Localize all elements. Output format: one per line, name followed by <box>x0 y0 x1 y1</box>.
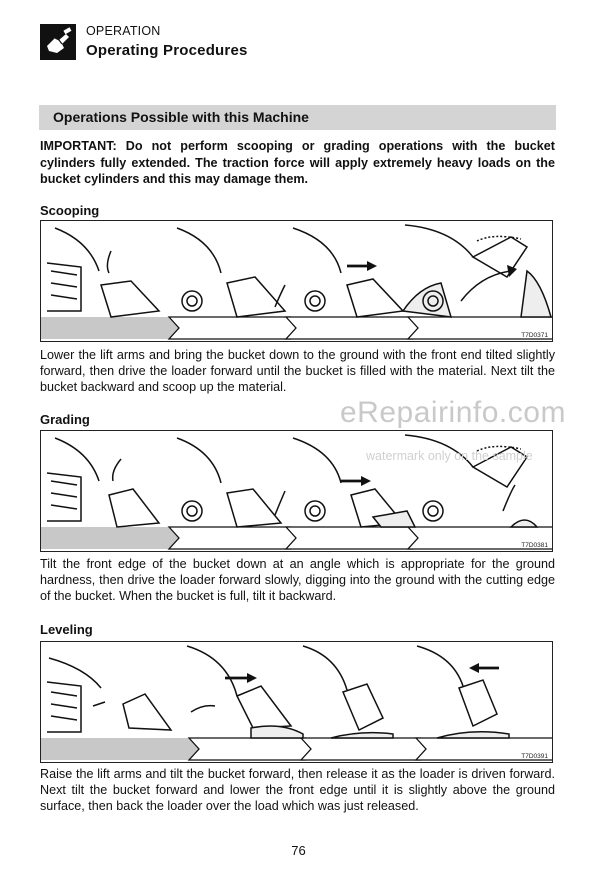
grading-figure-code: T7D0381 <box>521 542 548 549</box>
grading-description: Tilt the front edge of the bucket down at an angle which is appropriate for the ground hardness, then drive the loader forward slowly, digging into the ground with the cutting edge of the bucket. When the bucket is full, tilt it backward. <box>40 557 555 604</box>
important-text: Do not perform scooping or grading operations with the bucket cylinders fully extended. The traction force will apply extremely heavy loads on the bucket cylinders and this may damage them. <box>40 139 555 186</box>
scooping-figure <box>40 220 553 342</box>
section-title-bar: Operations Possible with this Machine <box>39 105 556 130</box>
leveling-description: Raise the lift arms and tilt the bucket forward, then release it as the loader is driven forward. Next tilt the bucket forward and lower the front edge until it is slightly above the ground surface, then back the loader over the load which was just released. <box>40 767 555 814</box>
grading-heading: Grading <box>40 412 90 427</box>
important-notice <box>40 138 555 188</box>
page-number: 76 <box>291 843 306 858</box>
scooping-figure-code: T7D0371 <box>521 332 548 339</box>
leveling-figure <box>40 641 553 763</box>
scooping-heading: Scooping <box>40 203 100 218</box>
scooping-description: Lower the lift arms and bring the bucket down to the ground with the front end tilted slightly forward, then drive the loader forward until the bucket is filled with the material. Next tilt the bucket backward and scoop up the material. <box>40 348 555 395</box>
leveling-figure-code: T7D0391 <box>521 753 548 760</box>
watermark-note: watermark only on the sample <box>366 449 533 463</box>
header-section-label: OPERATION <box>86 24 161 38</box>
leveling-illustration <box>41 642 553 763</box>
watermark-brand: eRepairinfo.com <box>340 396 566 429</box>
scooping-illustration <box>41 221 553 342</box>
operation-hand-icon <box>40 24 76 60</box>
header-title: Operating Procedures <box>86 42 248 59</box>
important-label: IMPORTANT: <box>40 139 117 153</box>
page-header <box>40 22 560 64</box>
leveling-heading: Leveling <box>40 622 93 637</box>
